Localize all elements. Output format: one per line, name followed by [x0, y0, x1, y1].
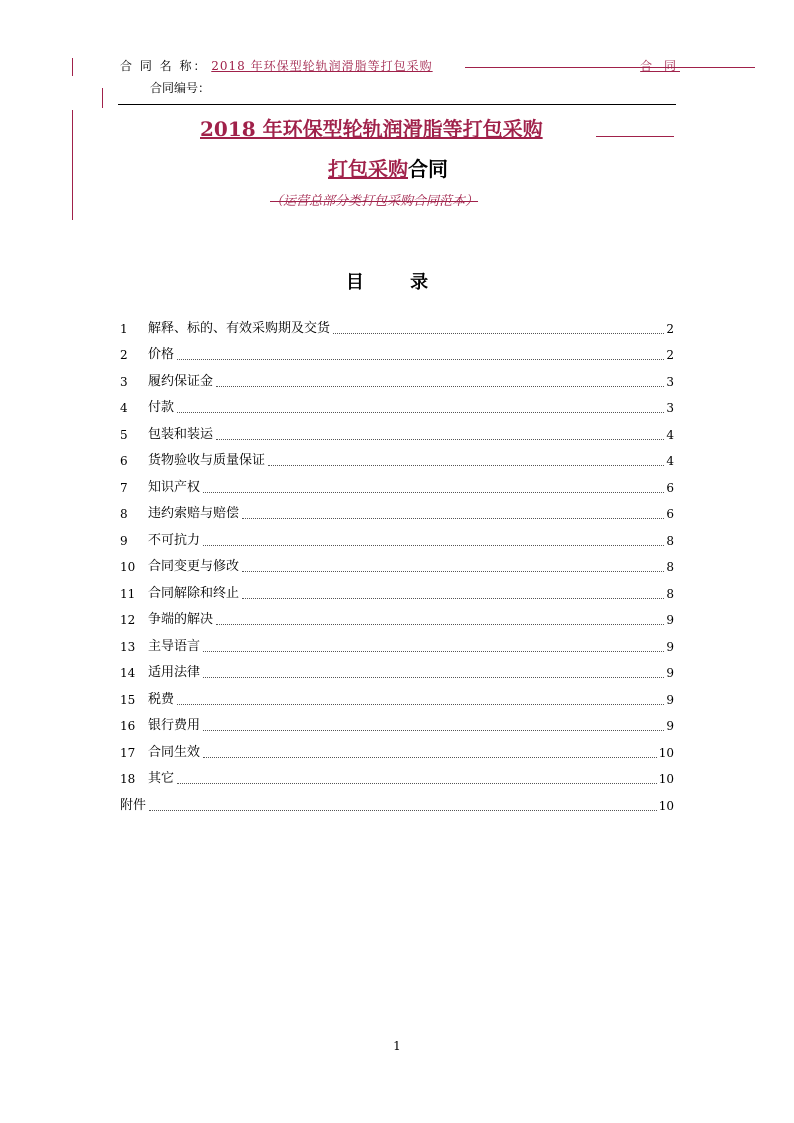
toc-entry-label: 合同生效	[148, 744, 201, 760]
contract-name-value: 2018 年环保型轮轨润滑脂等打包采购	[211, 59, 433, 73]
toc-dot-leader	[333, 332, 664, 334]
toc-entry-label: 主导语言	[148, 638, 201, 654]
toc-entry-label: 不可抗力	[148, 532, 201, 548]
toc-entry[interactable]	[120, 522, 674, 549]
toc-entry-number: 15	[120, 692, 136, 707]
toc-dot-leader	[203, 544, 664, 546]
toc-entry-number: 3	[120, 374, 128, 389]
toc-entry-page: 8	[666, 560, 674, 574]
contract-name-label: 合 同 名 称：	[120, 59, 208, 73]
toc-entry[interactable]	[120, 310, 674, 337]
toc-dot-leader	[268, 464, 664, 466]
toc-entry-page: 9	[666, 613, 674, 627]
contract-name-line	[120, 58, 680, 74]
toc-dot-leader	[216, 623, 664, 625]
toc-entry-number: 9	[120, 533, 128, 548]
toc-dot-leader	[203, 729, 664, 731]
toc-entry-page: 9	[666, 639, 674, 654]
toc-entry-page: 8	[666, 586, 674, 601]
toc-entry[interactable]	[120, 337, 674, 364]
toc-entry-number: 8	[120, 507, 128, 521]
toc-entry-number: 14	[120, 666, 136, 680]
revision-bar-bottom	[72, 110, 73, 220]
toc-entry[interactable]	[120, 416, 674, 443]
table-of-contents	[120, 310, 674, 814]
title-fill-line	[596, 136, 674, 137]
toc-entry-label: 其它	[148, 771, 175, 786]
toc-dot-leader	[177, 782, 657, 784]
toc-entry[interactable]	[120, 708, 674, 735]
toc-entry-number: 18	[120, 772, 136, 786]
toc-entry-number: 6	[120, 454, 128, 468]
toc-entry-label: 解释、标的、有效采购期及交货	[148, 320, 331, 336]
toc-entry-page: 9	[666, 692, 674, 707]
toc-dot-leader	[177, 358, 664, 360]
revision-bar-top	[72, 58, 73, 76]
toc-entry-number: 10	[120, 560, 136, 574]
toc-entry-page: 2	[666, 321, 674, 336]
toc-entry-number: 11	[120, 586, 136, 601]
toc-dot-leader	[216, 385, 664, 387]
toc-entry-number: 12	[120, 613, 136, 627]
toc-entry-label: 适用法律	[148, 665, 201, 680]
toc-entry-label: 履约保证金	[148, 373, 214, 389]
toc-entry[interactable]	[120, 575, 674, 602]
toc-entry-page: 4	[666, 427, 674, 442]
toc-entry-label: 货物验收与质量保证	[148, 453, 266, 468]
revision-bar-inner	[102, 88, 103, 108]
toc-entry-number: 17	[120, 745, 136, 760]
toc-dot-leader	[177, 703, 664, 705]
toc-entry-page: 3	[666, 374, 674, 389]
toc-heading: 目 录	[345, 272, 449, 293]
toc-entry-number: 13	[120, 639, 136, 654]
toc-entry-label: 合同解除和终止	[148, 585, 240, 601]
toc-entry-label: 违约索赔与赔偿	[148, 506, 240, 521]
toc-entry-label: 合同变更与修改	[148, 559, 240, 574]
toc-entry[interactable]	[120, 681, 674, 708]
page-number: 1	[393, 1039, 401, 1053]
toc-entry-label: 附件	[120, 797, 147, 813]
toc-dot-leader	[203, 650, 664, 652]
toc-entry-number: 5	[120, 427, 128, 442]
toc-entry[interactable]	[120, 655, 674, 682]
toc-entry[interactable]	[120, 628, 674, 655]
toc-entry-label: 包装和装运	[148, 426, 214, 442]
toc-entry-number: 4	[120, 401, 128, 415]
toc-entry-page: 10	[658, 745, 674, 760]
toc-entry-number: 7	[120, 480, 128, 495]
toc-entry-number: 2	[120, 348, 128, 362]
toc-dot-leader	[203, 676, 664, 678]
toc-entry-label: 银行费用	[148, 718, 201, 733]
toc-entry[interactable]	[120, 390, 674, 417]
toc-entry-label: 税费	[148, 691, 175, 707]
document-subtitle: （运营总部分类打包采购合同范本）	[270, 194, 479, 209]
toc-entry[interactable]	[120, 787, 674, 814]
toc-entry-page: 10	[658, 772, 674, 786]
toc-dot-leader	[203, 756, 657, 758]
toc-entry-page: 10	[658, 798, 674, 813]
toc-entry-number: 1	[120, 321, 128, 336]
toc-entry-page: 9	[666, 719, 674, 733]
toc-entry-label: 付款	[148, 400, 175, 415]
toc-dot-leader	[149, 809, 657, 811]
document-title-line2	[328, 156, 448, 182]
contract-name-tail: 合 同	[640, 59, 680, 73]
toc-dot-leader	[242, 570, 664, 572]
toc-entry[interactable]	[120, 469, 674, 496]
toc-entry-page: 4	[666, 454, 674, 468]
toc-entry-label: 争端的解决	[148, 612, 214, 627]
toc-dot-leader	[242, 597, 664, 599]
toc-entry-label: 价格	[148, 347, 175, 362]
toc-entry-page: 2	[666, 348, 674, 362]
toc-entry-page: 9	[666, 666, 674, 680]
toc-dot-leader	[203, 491, 664, 493]
toc-entry[interactable]	[120, 602, 674, 629]
toc-entry-page: 8	[666, 533, 674, 548]
contract-name-fill-line	[465, 67, 755, 68]
toc-entry-number: 16	[120, 719, 136, 733]
title-line2-red: 打包采购	[328, 157, 408, 181]
toc-entry-page: 6	[666, 480, 674, 495]
toc-dot-leader	[177, 411, 664, 413]
toc-entry[interactable]	[120, 363, 674, 390]
toc-entry-page: 3	[666, 401, 674, 415]
toc-entry-label: 知识产权	[148, 479, 201, 495]
toc-dot-leader	[216, 438, 664, 440]
header-divider	[118, 104, 676, 105]
toc-entry[interactable]	[120, 496, 674, 523]
toc-dot-leader	[242, 517, 664, 519]
contract-number-label: 合同编号：	[150, 81, 211, 95]
title-line2-black: 合同	[408, 157, 448, 181]
toc-entry-page: 6	[666, 507, 674, 521]
document-title-line1: 2018 年环保型轮轨润滑脂等打包采购	[200, 117, 543, 141]
toc-entry[interactable]	[120, 549, 674, 576]
toc-entry[interactable]	[120, 761, 674, 788]
toc-entry[interactable]	[120, 443, 674, 470]
toc-entry[interactable]	[120, 734, 674, 761]
